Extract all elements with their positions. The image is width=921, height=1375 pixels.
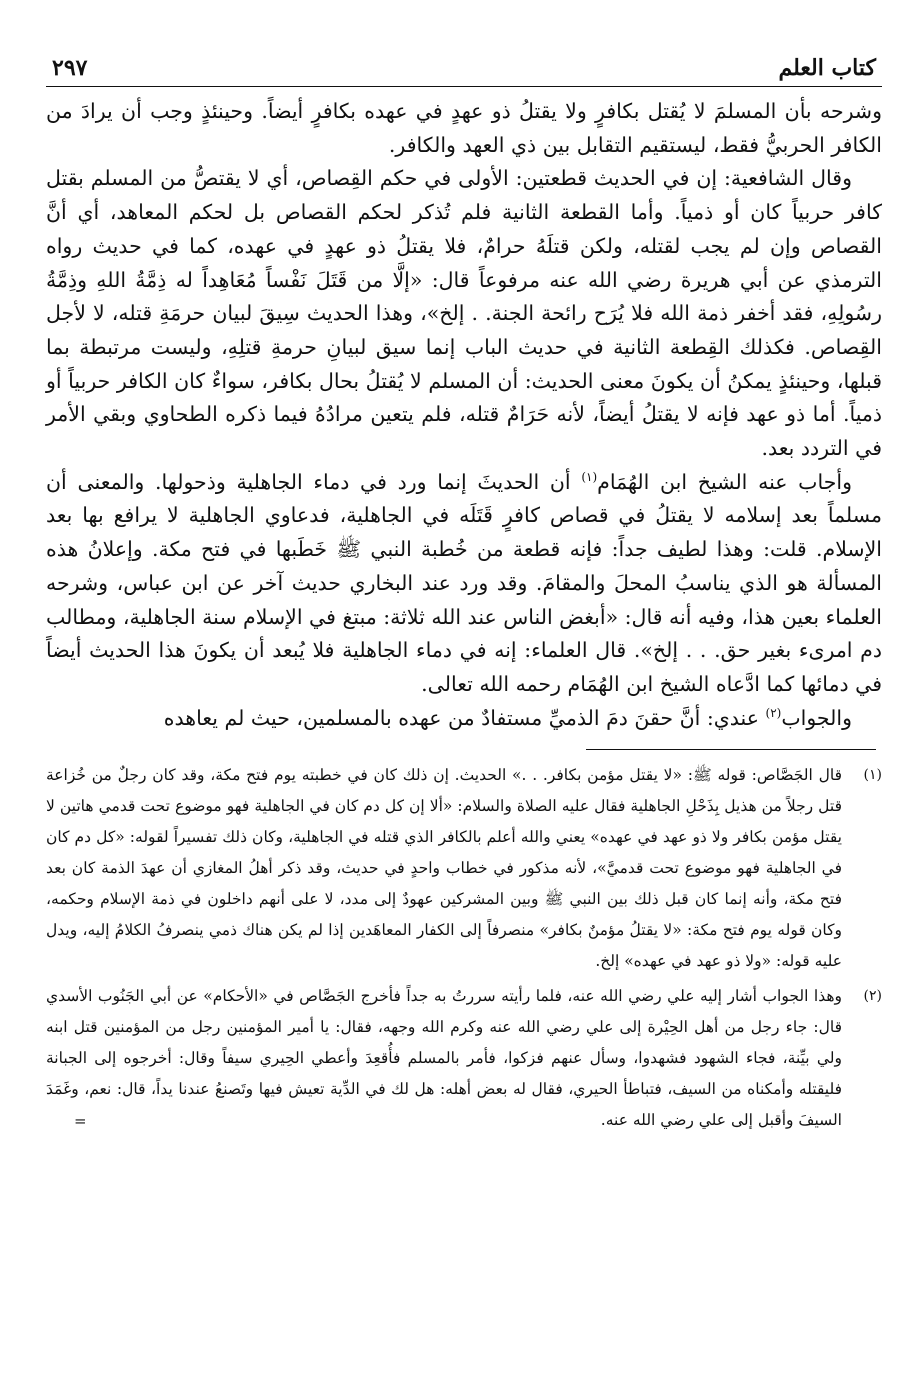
paragraph: وقال الشافعية: إن في الحديث قطعتين: الأولى في حكم القِصاص، أي لا يقتصُّ من المسلم بقتل كافر حربياً كان أو ذمياً. وأما القطعة الثانية فلم تُذكر لحكم القصاص بل لحكم المعاهد، أي أنَّ القصاص وإن لم يجب لقتله، ولكن قتلَهُ حرامٌ، فلا يقتلُ ذو عهدٍ في عهده، كما في حديث رواه الترمذي عن أبي هريرة رضي الله عنه مرفوعاً قال: «إلَّا من قَتَلَ نَفْساً مُعَاهِداً له ذِمَّةُ اللهِ وذِمَّةُ رسُولِهِ، فقد أخفر ذمة الله فلا يُرَح رائحة الجنة. . إلخ»، وهذا الحديث سِيقَ لبيان حرمَةِ قتله، لا لأجل القِصاص. فكذلك القِطعة الثانية في حديث الباب إنما سيق لبيانِ حرمةِ قتلِهِ، وليست مرتبطة بما قبلها، وحينئذٍ يمكنُ أن يكونَ معنى الحديث: أن المسلم لا يُقتلُ بحال بكافر، سواءٌ كان الكافر حربياً أو ذمياً. أما ذو عهد فإنه لا يقتلُ أيضاً، لأنه حَرَامٌ قتله، فلم يتعين مرادُهُ فيما ذكره الطحاوي وبقي الأمر في التردد بعد.: [46, 166, 882, 461]
continuation-mark: =: [74, 1112, 87, 1131]
footnote: [46, 760, 882, 977]
footnote-number: (١): [863, 767, 882, 784]
paragraph-lead: وأجاب عنه الشيخ ابن الهُمَام: [597, 469, 852, 494]
header-rule: [46, 86, 882, 87]
chapter-title: كتاب العلم: [778, 55, 876, 81]
footnote-reference[interactable]: (١): [581, 469, 598, 484]
paragraph-lead: والجواب: [781, 705, 852, 730]
paragraph: [46, 466, 882, 702]
paragraph-body: عندي: أنَّ حقنَ دمَ الذميِّ مستفادٌ من عهده بالمسلمين، حيث لم يعاهده: [163, 705, 766, 730]
footnote-text: قال الجَصَّاص: قوله ﷺ: «لا يقتل مؤمن بكافر. . .» الحديث. إن ذلك كان في خطبته يوم فتح مكة، وقد كان رجلٌ من خُزاعة قتل رجلاً من هذيل بِذَحْلِ الجاهلية فقال عليه الصلاة والسلام: «ألا إن كل دم كان في الجاهلية فهو موضوع تحت قدمي هاتين لا يقتل مؤمن بكافر ولا ذو عهد في عهده» يعني والله أعلم بالكافر الذي قتله في الجاهلية، وكان ذلك تفسيراً لقوله: «كل دم كان في الجاهلية فهو موضوع تحت قدميَّ»، لأنه مذكور في خطاب واحدٍ في حديث، وقد ذكر أهلُ المغازي أن عهدَ الذمة كان بعد فتح مكة، وأنه إنما كان قبل ذلك بين النبي ﷺ وبين المشركين عهودٌ إلى مدد، لا على أنهم داخلون في ذمة الإسلام وحكمه، وكان قوله يوم فتح مكة: «لا يقتلُ مؤمنٌ بكافر» منصرفاً إلى الكفار المعاهَدين إذا لم يكن هناك ذمي ينصرفُ الكلامُ إليه، ويدل عليه قوله: «ولا ذو عهد في عهده» إلخ.: [46, 766, 842, 971]
running-header: [46, 48, 882, 84]
footnote-reference[interactable]: (٢): [765, 705, 782, 720]
main-text: [46, 95, 882, 735]
paragraph: وشرحه بأن المسلمَ لا يُقتل بكافرٍ ولا يقتلُ ذو عهدٍ في عهده بكافرٍ أيضاً. وحينئذٍ وجب أن يرادَ من الكافر الحربيُّ فقط، ليستقيم التقابل بين ذي العهد والكافر.: [46, 99, 882, 157]
footnote: [46, 981, 882, 1136]
footnotes: [46, 760, 882, 1136]
page-number: ٢٩٧: [52, 55, 88, 81]
footnote-number: (٢): [863, 988, 882, 1005]
book-page: [46, 48, 882, 1348]
footnote-text: وهذا الجواب أشار إليه علي رضي الله عنه، فلما رأيته سررتُ به جداً فأخرج الجَصَّاص في «الأحكام» عن أبي الجَنُوب الأسدي قال: جاء رجل من أهل الحِيْرة إلى علي رضي الله عنه وكرم الله وجهه، فقال: يا أمير المؤمنين رجل من المؤمنين قتل ابنه ولي بيِّنة، فجاء الشهود فشهدوا، وسأل عنهم فزكوا، فأمر بالمسلم فأُقعِدَ وأعطي الحِيري سيفاً وقال: أخرجوه إلى الجبانة فليقتله وأمكناه من السيف، فتباطأ الحيري، فقال له بعض أهله: هل لك في الدِّية تعيش فيها وتَصنعُ عندنا يداً، قال: نعم، وغَمَدَ السيفَ وأقبل إلى علي رضي الله عنه.: [46, 987, 842, 1130]
paragraph: [46, 702, 882, 736]
paragraph-body: أن الحديثَ إنما ورد في دماء الجاهلية وذحولها. والمعنى أن مسلماً بعد إسلامه لا يقتلُ في قصاص كافرٍ قَتَلَه في الجاهلية، فدعاوي الجاهلية لا يرافع بها بعد الإسلام. قلت: وهذا لطيف جداً: فإنه قطعة من خُطبة النبي ﷺ خَطَبها في فتح مكة. وإعلانُ هذه المسألة هو الذي يناسبُ المحلَ والمقامَ. وقد ورد عند البخاري حديث آخر عن ابن عباس، وشرحه العلماء بعين هذا، وفيه أنه قال: «أبغض الناس عند الله ثلاثة: مبتغ في الإسلام سنة الجاهلية، ومطالب دم امرىء بغير حق. . . إلخ». قال العلماء: إنه في دماء الجاهلية فلا يُبعد أن يكونَ هذا الحديث أيضاً في دمائها كما ادَّعاه الشيخ ابن الهُمَام رحمه الله تعالى.: [46, 469, 882, 696]
footnote-separator: [586, 749, 876, 750]
